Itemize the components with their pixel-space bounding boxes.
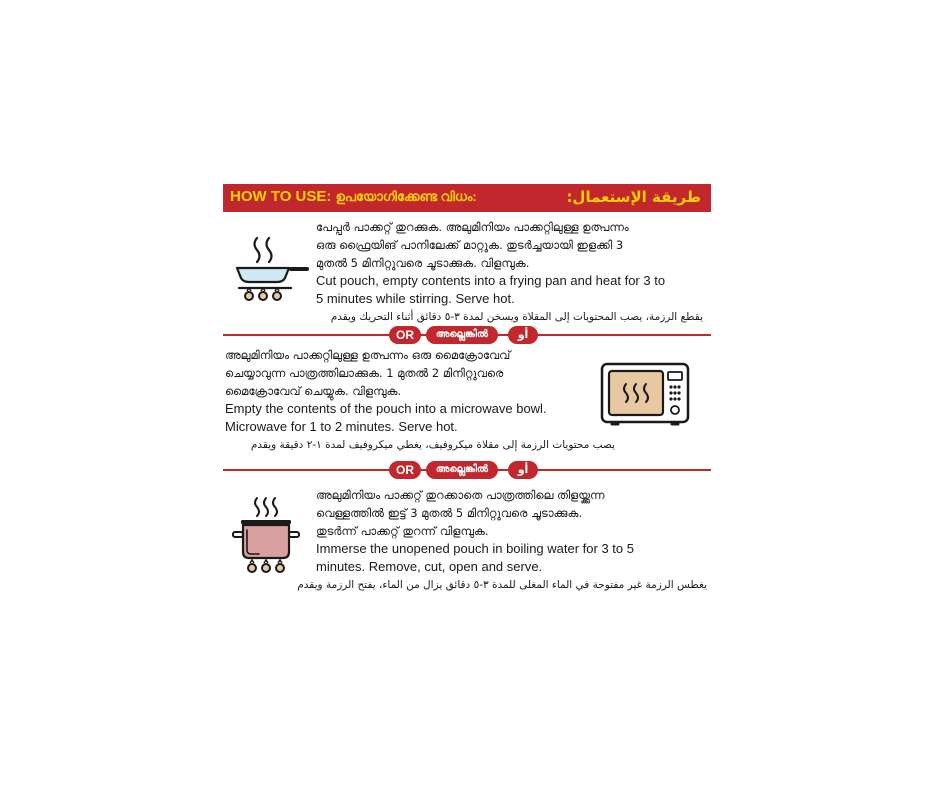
boiling-pot-icon — [231, 494, 301, 576]
or-pill-en: OR — [389, 461, 421, 479]
frying-pan-icon — [231, 232, 311, 304]
method-2-ml-line-2: ചെയ്യാവുന്ന പാത്രത്തിലാക്കുക. 1 മുതൽ 2 മിനിറ്റുവരെ — [225, 366, 504, 380]
or-pill-ml: അല്ലെങ്കിൽ — [426, 461, 498, 479]
method-frying-pan — [316, 218, 711, 326]
method-1-ml-line-1: പേപ്പർ പാക്കറ്റ് തുറക്കുക. അലുമിനിയം പാക്കറ്റിലുള്ള ഉത്പന്നം — [316, 220, 629, 234]
method-3-ar-line: يغطس الرزمة غير مفتوحة في الماء المغلى للمدة ٣-٥ دقائق يزال من الماء، يفتح الرزمة ويقدم — [297, 579, 707, 591]
method-3-ml-line-2: വെള്ളത്തിൽ ഇട്ട് 3 മുതൽ 5 മിനിറ്റുവരെ ചൂടാക്കുക. — [316, 506, 583, 520]
or-pill-ar: أو — [508, 461, 538, 479]
method-2-ml-line-1: അലുമിനിയം പാക്കറ്റിലുള്ള ഉത്പന്നം ഒരു മൈക്രോവേവ് — [225, 348, 511, 362]
method-1-en-line-1: Cut pouch, empty contents into a frying pan and heat for 3 to — [316, 273, 666, 288]
method-boiling-water — [297, 486, 711, 594]
or-divider-2 — [223, 460, 711, 480]
method-1-ar-line: يقطع الرزمة، يصب المحتويات إلى المقلاة ويسخن لمدة ٣-٥ دقائق أثناء التحريك ويقدم — [330, 311, 703, 323]
method-microwave — [225, 346, 625, 454]
method-2-en-line-2: Microwave for 1 to 2 minutes. Serve hot. — [225, 419, 458, 434]
header-title-ar: طريقة الإستعمال: — [566, 188, 701, 206]
method-3-ml-line-3: തുടർന്ന് പാക്കറ്റ് തുറന്ന് വിളമ്പുക. — [316, 524, 489, 538]
or-pill-ar: أو — [508, 326, 538, 344]
or-pill-ml: അല്ലെങ്കിൽ — [426, 326, 498, 344]
header-title — [230, 188, 477, 205]
header-title-en: HOW TO USE: — [230, 188, 332, 205]
method-1-en-line-2: 5 minutes while stirring. Serve hot. — [316, 291, 515, 306]
method-3-en-line-2: minutes. Remove, cut, open and serve. — [316, 559, 543, 574]
method-1-ml-line-3: മുതൽ 5 മിനിറ്റുവരെ ചൂടാക്കുക. വിളമ്പുക. — [316, 256, 530, 270]
microwave-icon — [600, 362, 690, 428]
or-divider-1 — [223, 325, 711, 345]
method-3-en-line-1: Immerse the unopened pouch in boiling water for 3 to 5 — [316, 541, 634, 556]
instructions-header — [223, 184, 711, 212]
method-1-ml-line-2: ഒരു ഫ്രൈയിങ് പാനിലേക്ക് മാറ്റുക. തുടർച്ചയായി ഇളക്കി 3 — [316, 238, 624, 252]
method-2-en-line-1: Empty the contents of the pouch into a microwave bowl. — [225, 401, 547, 416]
header-title-ml: ഉപയോഗിക്കേണ്ട വിധം: — [335, 189, 477, 204]
method-3-ml-line-1: അലുമിനിയം പാക്കറ്റ് തുറക്കാതെ പാത്രത്തിലെ തിളയ്ക്കുന്ന — [316, 488, 605, 502]
method-2-ml-line-3: മൈക്രോവേവ് ചെയ്യുക. വിളമ്പുക. — [225, 384, 402, 398]
usage-instructions-panel — [223, 184, 711, 604]
method-2-ar-line: يصب محتويات الرزمة إلى مقلاة ميكروفيف، يغطي ميكروفيف لمدة ١-٢ دقيقة ويقدم — [250, 439, 615, 451]
or-pill-en: OR — [389, 326, 421, 344]
